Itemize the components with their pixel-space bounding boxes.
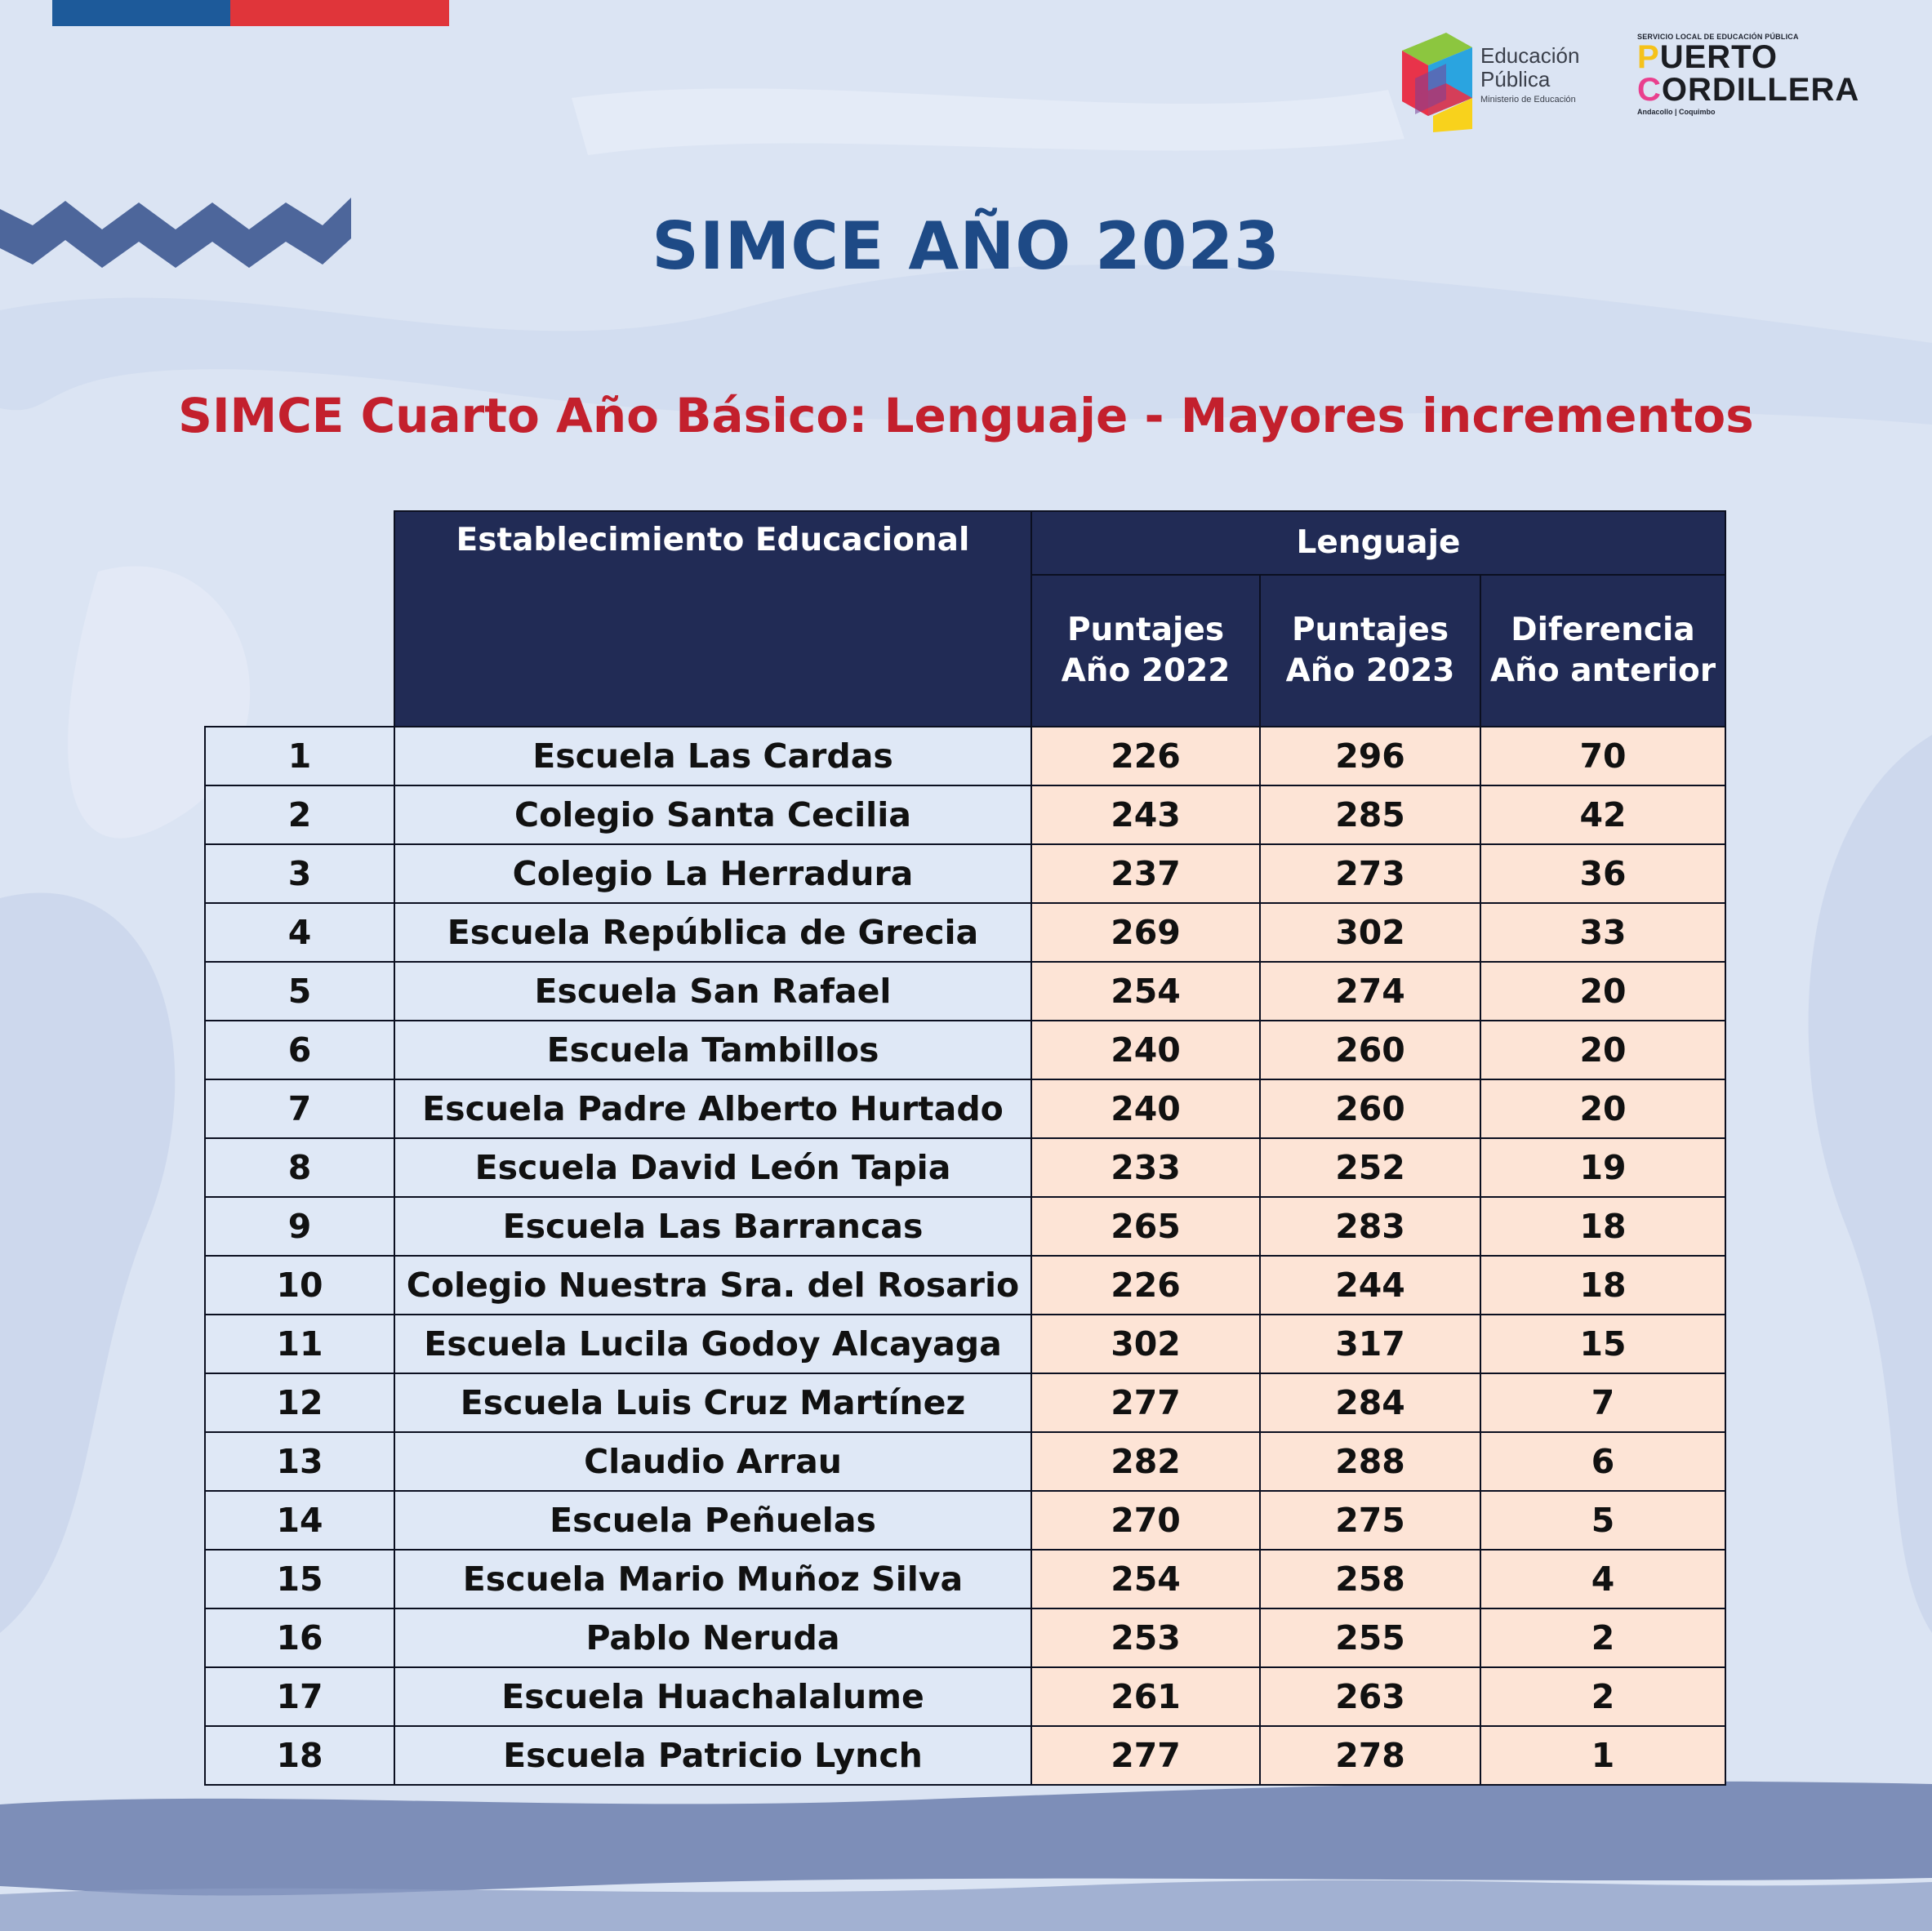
score-2022-cell: 277: [1031, 1726, 1260, 1785]
school-name-cell: Escuela Huachalalume: [394, 1667, 1031, 1726]
difference-cell: 20: [1480, 1021, 1725, 1079]
school-name-cell: Escuela República de Grecia: [394, 903, 1031, 962]
score-2023-cell: 296: [1260, 727, 1480, 785]
educacion-publica-cube-icon: [1400, 29, 1474, 132]
service-label: SERVICIO LOCAL DE EDUCACIÓN PÚBLICA: [1637, 33, 1799, 41]
header-score-2023: Puntajes Año 2023: [1260, 575, 1480, 727]
rank-cell: 9: [205, 1197, 394, 1256]
table-row: [205, 903, 1725, 962]
score-2022-cell: 240: [1031, 1021, 1260, 1079]
difference-cell: 2: [1480, 1608, 1725, 1667]
table-row: [205, 962, 1725, 1021]
difference-cell: 5: [1480, 1491, 1725, 1550]
communes-label: Andacollo | Coquimbo: [1637, 108, 1716, 116]
score-2022-cell: 253: [1031, 1608, 1260, 1667]
rank-cell: 4: [205, 903, 394, 962]
table-row: [205, 785, 1725, 844]
school-name-cell: Escuela Las Cardas: [394, 727, 1031, 785]
difference-cell: 20: [1480, 1079, 1725, 1138]
rank-cell: 7: [205, 1079, 394, 1138]
score-2023-cell: 317: [1260, 1315, 1480, 1373]
difference-cell: 70: [1480, 727, 1725, 785]
table-row: [205, 727, 1725, 785]
score-2023-cell: 258: [1260, 1550, 1480, 1608]
difference-cell: 18: [1480, 1256, 1725, 1315]
table-row: [205, 1021, 1725, 1079]
rank-cell: 14: [205, 1491, 394, 1550]
school-name-cell: Escuela San Rafael: [394, 962, 1031, 1021]
difference-cell: 33: [1480, 903, 1725, 962]
table-row: [205, 1491, 1725, 1550]
table-row: [205, 1550, 1725, 1608]
table-row: [205, 1373, 1725, 1432]
score-2022-cell: 277: [1031, 1373, 1260, 1432]
logo-line-educacion: Educación: [1480, 43, 1580, 68]
school-name-cell: Colegio Nuestra Sra. del Rosario: [394, 1256, 1031, 1315]
score-2023-cell: 273: [1260, 844, 1480, 903]
ministry-label: Ministerio de Educación: [1480, 95, 1576, 105]
score-2022-cell: 233: [1031, 1138, 1260, 1197]
score-2022-cell: 270: [1031, 1491, 1260, 1550]
score-2022-cell: 265: [1031, 1197, 1260, 1256]
score-2023-cell: 288: [1260, 1432, 1480, 1491]
score-2023-cell: 244: [1260, 1256, 1480, 1315]
score-2023-cell: 302: [1260, 903, 1480, 962]
score-2023-cell: 252: [1260, 1138, 1480, 1197]
score-2023-cell: 278: [1260, 1726, 1480, 1785]
puerto-cordillera-logo: [1637, 33, 1874, 122]
difference-cell: 42: [1480, 785, 1725, 844]
rank-cell: 13: [205, 1432, 394, 1491]
rank-cell: 2: [205, 785, 394, 844]
rank-cell: 18: [205, 1726, 394, 1785]
school-name-cell: Escuela Padre Alberto Hurtado: [394, 1079, 1031, 1138]
rank-cell: 8: [205, 1138, 394, 1197]
table-row: [205, 1726, 1725, 1785]
school-name-cell: Escuela Mario Muñoz Silva: [394, 1550, 1031, 1608]
simce-table: [204, 510, 1726, 1786]
school-name-cell: Colegio La Herradura: [394, 844, 1031, 903]
difference-cell: 2: [1480, 1667, 1725, 1726]
flag-stripe: [52, 0, 449, 26]
educacion-publica-logo: [1400, 29, 1605, 132]
page-subtitle: SIMCE Cuarto Año Básico: Lenguaje - Mayores incrementos: [178, 388, 1754, 443]
logo-word-cordillera: CORDILLERA: [1637, 72, 1860, 108]
score-2022-cell: 261: [1031, 1667, 1260, 1726]
school-name-cell: Pablo Neruda: [394, 1608, 1031, 1667]
table-row: [205, 1667, 1725, 1726]
score-2022-cell: 226: [1031, 727, 1260, 785]
score-2023-cell: 275: [1260, 1491, 1480, 1550]
rank-cell: 17: [205, 1667, 394, 1726]
bottom-brush-band: [0, 1772, 1932, 1931]
school-name-cell: Escuela Lucila Godoy Alcayaga: [394, 1315, 1031, 1373]
table-corner-blank: [205, 511, 394, 727]
score-2022-cell: 282: [1031, 1432, 1260, 1491]
flag-red-bar: [230, 0, 449, 26]
rank-cell: 10: [205, 1256, 394, 1315]
school-name-cell: Escuela David León Tapia: [394, 1138, 1031, 1197]
rank-cell: 12: [205, 1373, 394, 1432]
school-name-cell: Escuela Peñuelas: [394, 1491, 1031, 1550]
score-2023-cell: 285: [1260, 785, 1480, 844]
header-institution: Establecimiento Educacional: [394, 511, 1031, 727]
difference-cell: 19: [1480, 1138, 1725, 1197]
table-row: [205, 1079, 1725, 1138]
score-2022-cell: 254: [1031, 1550, 1260, 1608]
score-2022-cell: 269: [1031, 903, 1260, 962]
school-name-cell: Escuela Patricio Lynch: [394, 1726, 1031, 1785]
rank-cell: 11: [205, 1315, 394, 1373]
difference-cell: 1: [1480, 1726, 1725, 1785]
score-2022-cell: 243: [1031, 785, 1260, 844]
difference-cell: 15: [1480, 1315, 1725, 1373]
rank-cell: 3: [205, 844, 394, 903]
difference-cell: 4: [1480, 1550, 1725, 1608]
score-2022-cell: 226: [1031, 1256, 1260, 1315]
rank-cell: 6: [205, 1021, 394, 1079]
header-score-2022: Puntajes Año 2022: [1031, 575, 1260, 727]
score-2022-cell: 240: [1031, 1079, 1260, 1138]
difference-cell: 6: [1480, 1432, 1725, 1491]
score-2023-cell: 263: [1260, 1667, 1480, 1726]
school-name-cell: Escuela Luis Cruz Martínez: [394, 1373, 1031, 1432]
rank-cell: 16: [205, 1608, 394, 1667]
score-2023-cell: 255: [1260, 1608, 1480, 1667]
score-2023-cell: 274: [1260, 962, 1480, 1021]
table-row: [205, 1256, 1725, 1315]
school-name-cell: Escuela Tambillos: [394, 1021, 1031, 1079]
page-title: SIMCE AÑO 2023: [652, 208, 1280, 284]
logo-line-publica: Pública: [1480, 67, 1551, 91]
educacion-publica-name: [1480, 44, 1579, 91]
header-difference: Diferencia Año anterior: [1480, 575, 1725, 727]
difference-cell: 20: [1480, 962, 1725, 1021]
score-2023-cell: 260: [1260, 1021, 1480, 1079]
difference-cell: 18: [1480, 1197, 1725, 1256]
score-2023-cell: 283: [1260, 1197, 1480, 1256]
school-name-cell: Claudio Arrau: [394, 1432, 1031, 1491]
table-row: [205, 1197, 1725, 1256]
table-row: [205, 1138, 1725, 1197]
difference-cell: 7: [1480, 1373, 1725, 1432]
table-row: [205, 1608, 1725, 1667]
school-name-cell: Escuela Las Barrancas: [394, 1197, 1031, 1256]
rank-cell: 5: [205, 962, 394, 1021]
score-2022-cell: 302: [1031, 1315, 1260, 1373]
header-lenguaje: Lenguaje: [1031, 511, 1725, 575]
school-name-cell: Colegio Santa Cecilia: [394, 785, 1031, 844]
table-row: [205, 844, 1725, 903]
rank-cell: 15: [205, 1550, 394, 1608]
score-2022-cell: 254: [1031, 962, 1260, 1021]
table-row: [205, 1315, 1725, 1373]
flag-blue-bar: [52, 0, 230, 26]
score-2023-cell: 284: [1260, 1373, 1480, 1432]
logo-word-puerto: PUERTO: [1637, 39, 1778, 75]
score-2022-cell: 237: [1031, 844, 1260, 903]
difference-cell: 36: [1480, 844, 1725, 903]
score-2023-cell: 260: [1260, 1079, 1480, 1138]
rank-cell: 1: [205, 727, 394, 785]
table-row: [205, 1432, 1725, 1491]
